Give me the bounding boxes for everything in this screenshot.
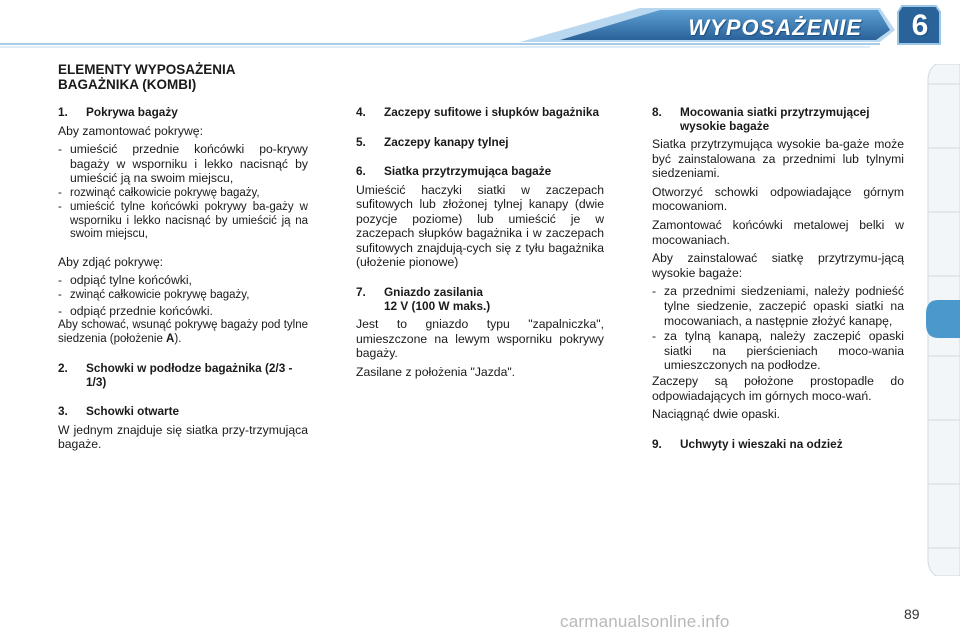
- item-number: 1.: [58, 105, 68, 119]
- item-number: 9.: [652, 436, 662, 451]
- item-title: Zaczepy kanapy tylnej: [384, 134, 509, 149]
- item-heading-2: [58, 362, 308, 389]
- list-text: rozwinąć całkowicie pokrywę bagaży,: [70, 186, 260, 199]
- item-number: 4.: [356, 105, 366, 119]
- list-item: - odpiąć przednie końcówki.: [58, 304, 308, 319]
- item-heading-4: [356, 106, 604, 120]
- item-heading-8: [652, 106, 904, 133]
- paragraph: Naciągnąć dwie opaski.: [652, 407, 781, 422]
- item-title: Mocowania siatki przytrzymującej wysokie bagaże: [680, 105, 870, 133]
- paragraph: Aby zainstalować siatkę przytrzymu-jącą wysokie bagaże:: [652, 251, 904, 280]
- section-title: [58, 62, 236, 92]
- list-item: - umieścić przednie końcówki po-krywy bagaży w wsporniku i lekko nacisnąć by umieścić ją na swoim miejscu,: [58, 142, 308, 186]
- list-item: - rozwinąć całkowicie pokrywę bagaży,: [58, 187, 308, 201]
- item-title: Uchwyty i wieszaki na odzież: [680, 436, 843, 451]
- chapter-number: 6: [911, 9, 929, 42]
- paragraph: Umieścić haczyki siatki w zaczepach sufitowych lub złożonej tylnej kanapy (dwie pozycje poziome) lub umieścić je w zaczepach słupków bagażnika i w zaczepach sufitowych znajdują-cych się z tyłu bagażnika (ułożenie pionowe): [356, 182, 604, 270]
- item-heading-5: [356, 136, 604, 150]
- column-2: [356, 106, 604, 383]
- column-3: [652, 106, 904, 455]
- item-title: Schowki w podłodze bagażnika (2/3 - 1/3): [86, 361, 293, 389]
- item-title: Zaczepy sufitowe i słupków bagażnika: [384, 105, 600, 119]
- paragraph-text: Aby schować, wsunąć pokrywę bagaży pod tylne siedzenia (położenie: [58, 319, 308, 345]
- position-label: A: [166, 332, 175, 345]
- watermark: carmanualsonline.info: [560, 612, 730, 631]
- list-text: umieścić przednie końcówki po-krywy bagaży w wsporniku i lekko nacisnąć by umieścić ją na swoim miejscu,: [70, 142, 308, 186]
- active-chapter-tab: [926, 300, 960, 338]
- paragraph: Zamontować końcówki metalowej belki w mocowaniach.: [652, 217, 904, 247]
- item-number: 7.: [356, 285, 366, 300]
- chapter-title: WYPOSAŻENIE: [688, 15, 862, 40]
- item-title: [384, 286, 490, 313]
- item-heading-6: [356, 165, 604, 179]
- paragraph: Jest to gniazdo typu "zapalniczka", umieszczone na lewym wsporniku pokrywy bagaży.: [356, 317, 604, 361]
- list-item: - zwinąć całkowicie pokrywę bagaży,: [58, 289, 308, 303]
- list-item: - umieścić tylne końcówki pokrywy ba-gaży w wsporniku i lekko nacisnąć by umieścić ją na swoim miejscu,: [58, 201, 308, 241]
- chapter-tabs: [924, 64, 960, 576]
- paragraph: Aby zamontować pokrywę:: [58, 123, 203, 138]
- list-text: zwinąć całkowicie pokrywę bagaży,: [70, 289, 250, 302]
- item-title: Schowki otwarte: [86, 404, 180, 419]
- list-text: umieścić tylne końcówki pokrywy ba-gaży w wsporniku i lekko nacisnąć by umieścić ją na swoim miejscu,: [70, 201, 308, 241]
- paragraph: Aby zdjąć pokrywę:: [58, 254, 163, 269]
- list-text: za przednimi siedzeniami, należy podnieść tylne siedzenie, zaczepić opaski siatki na mocowaniach, a następnie złożyć kanapę,: [664, 284, 904, 328]
- section-title-line1: ELEMENTY WYPOSAŻENIA: [58, 62, 236, 77]
- list-item: - odpiąć tylne końcówki,: [58, 273, 308, 288]
- paragraph: W jednym znajduje się siatka przy-trzymująca bagaże.: [58, 422, 308, 452]
- list-item: - za tylną kanapą, należy zaczepić opaski siatki na pierścieniach moco-wania umieszczonych na podłodze.: [652, 329, 904, 373]
- item-number: 5.: [356, 134, 366, 149]
- list-item: - za przednimi siedzeniami, należy podnieść tylne siedzenie, zaczepić opaski siatki na mocowaniach, a następnie złożyć kanapę,: [652, 284, 904, 328]
- item-number: 2.: [58, 361, 68, 376]
- paragraph: Zaczepy są położone prostopadle do odpowiadających im górnych moco-wań.: [652, 373, 904, 403]
- item-title: Siatka przytrzymująca bagaże: [384, 164, 552, 178]
- page-number: 89: [904, 606, 920, 622]
- item-number: 8.: [652, 105, 662, 119]
- paragraph: [58, 319, 308, 346]
- list-text: za tylną kanapą, należy zaczepić opaski siatki na pierścieniach moco-wania umieszczonych na podłodze.: [664, 329, 904, 373]
- item-heading-9: [652, 438, 904, 452]
- item-title-line2: 12 V (100 W maks.): [384, 298, 491, 313]
- section-title-line2: BAGAŻNIKA (KOMBI): [58, 77, 197, 92]
- column-1: [58, 106, 308, 456]
- paragraph: Zasilane z położenia "Jazda".: [356, 364, 516, 379]
- item-heading-3: [58, 405, 308, 419]
- item-title: Pokrywa bagaży: [86, 105, 178, 119]
- paragraph-end: ).: [174, 332, 182, 345]
- paragraph: Siatka przytrzymująca wysokie ba-gaże może być zainstalowana za przednimi lub tylnymi siedzeniami.: [652, 137, 904, 181]
- item-heading-7: [356, 286, 604, 313]
- item-number: 6.: [356, 164, 366, 178]
- paragraph: Otworzyć schowki odpowiadające górnym mocowaniom.: [652, 184, 904, 214]
- item-number: 3.: [58, 404, 68, 419]
- list-text: odpiąć przednie końcówki.: [70, 303, 213, 318]
- item-title-line1: Gniazdo zasilania: [384, 285, 483, 300]
- list-text: odpiąć tylne końcówki,: [70, 273, 192, 288]
- item-heading-1: [58, 106, 308, 120]
